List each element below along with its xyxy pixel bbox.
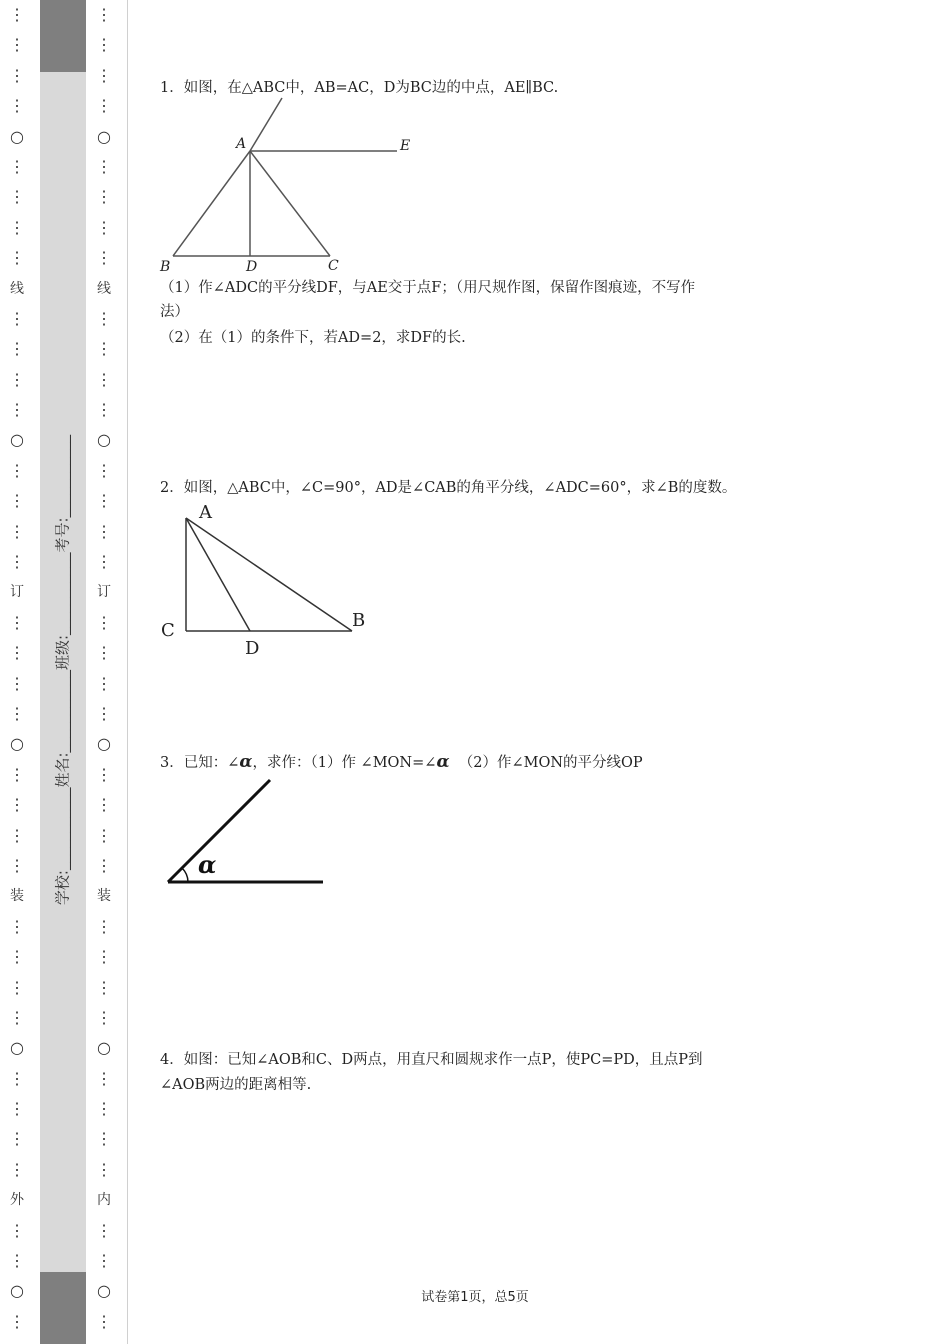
inner-binding-word-zhuang: 装 bbox=[97, 888, 111, 905]
q3-alpha-label: α bbox=[198, 850, 217, 879]
question-4-stem-line-2: ∠AOB两边的距离相等. bbox=[160, 1077, 312, 1093]
q1-label-e: E bbox=[400, 138, 411, 154]
question-3-alpha-1: α bbox=[239, 752, 253, 772]
question-3-figure bbox=[160, 775, 335, 890]
q2-label-b: B bbox=[352, 610, 366, 631]
outer-margin-marks: ⋮ ⋮ ⋮ ⋮ ○ ⋮ ⋮ ⋮ ⋮ 线 ⋮ ⋮ ⋮ ⋮ ○ ⋮ ⋮ ⋮ ⋮ 订 ⋮ ⋮ ⋮ ⋮ ○ ⋮ ⋮ ⋮ ⋮ 装 ⋮ ⋮ ⋮ ⋮ ○ ⋮ ⋮ ⋮ ⋮ 外 ⋮ ⋮ ○ ⋮ bbox=[9, 5, 25, 1331]
question-3-stem-part-b: ，求作：（1）作 ∠MON=∠ bbox=[252, 755, 437, 771]
page-footer: 试卷第1页，总5页 bbox=[421, 1290, 529, 1305]
question-3-stem bbox=[160, 750, 643, 775]
question-1-part-1-continued: 法） bbox=[160, 304, 189, 320]
q1-label-d: D bbox=[246, 259, 258, 275]
question-1-part-2: （2）在（1）的条件下，若AD=2，求DF的长. bbox=[160, 330, 466, 346]
outer-binding-word-xian: 线 bbox=[10, 280, 24, 297]
inner-binding-word-ding: 订 bbox=[97, 584, 111, 601]
question-3-stem-part-c: （2）作∠MON的平分线OP bbox=[458, 755, 643, 771]
student-info-text: 学校:___________姓名:___________班级:___________考号:___________ bbox=[53, 434, 72, 906]
inner-side-label: 内 bbox=[97, 1192, 111, 1209]
question-2-stem: 2．如图，△ABC中，∠C=90°，AD是∠CAB的角平分线，∠ADC=60°，求∠B的度数。 bbox=[160, 480, 737, 496]
inner-margin-marks: ⋮ ⋮ ⋮ ⋮ ○ ⋮ ⋮ ⋮ ⋮ 线 ⋮ ⋮ ⋮ ⋮ ○ ⋮ ⋮ ⋮ ⋮ 订 ⋮ ⋮ ⋮ ⋮ ○ ⋮ ⋮ ⋮ ⋮ 装 ⋮ ⋮ ⋮ ⋮ ○ ⋮ ⋮ ⋮ ⋮ 内 ⋮ ⋮ ○ ⋮ bbox=[96, 5, 112, 1331]
question-1-figure bbox=[150, 96, 430, 278]
binding-strip-bottom-block bbox=[40, 1272, 86, 1344]
binding-strip-top-block bbox=[40, 0, 86, 72]
q2-label-d: D bbox=[245, 638, 260, 659]
question-2-figure bbox=[155, 498, 385, 663]
inner-binding-word-xian: 线 bbox=[97, 280, 111, 297]
inner-margin-border bbox=[127, 0, 128, 1344]
question-3-stem-part-a: 3．已知：∠ bbox=[160, 755, 240, 771]
student-info-block bbox=[42, 390, 82, 950]
question-4-stem-line-1: 4．如图：已知∠AOB和C、D两点，用直尺和圆规求作一点P，使PC=PD，且点P到 bbox=[160, 1052, 703, 1068]
outer-binding-word-zhuang: 装 bbox=[10, 888, 24, 905]
q2-label-a: A bbox=[199, 502, 212, 523]
q1-label-b: B bbox=[160, 259, 171, 275]
question-3-alpha-2: α bbox=[436, 752, 450, 772]
question-1-stem: 1．如图，在△ABC中，AB=AC，D为BC边的中点，AE∥BC. bbox=[160, 80, 559, 96]
q1-label-a: A bbox=[236, 136, 247, 152]
q2-label-c: C bbox=[161, 620, 175, 641]
question-1-part-1: （1）作∠ADC的平分线DF，与AE交于点F；（用尺规作图，保留作图痕迹，不写作 bbox=[160, 280, 696, 296]
q1-label-c: C bbox=[328, 258, 339, 274]
outer-binding-word-ding: 订 bbox=[10, 584, 24, 601]
outer-side-label: 外 bbox=[10, 1192, 24, 1209]
